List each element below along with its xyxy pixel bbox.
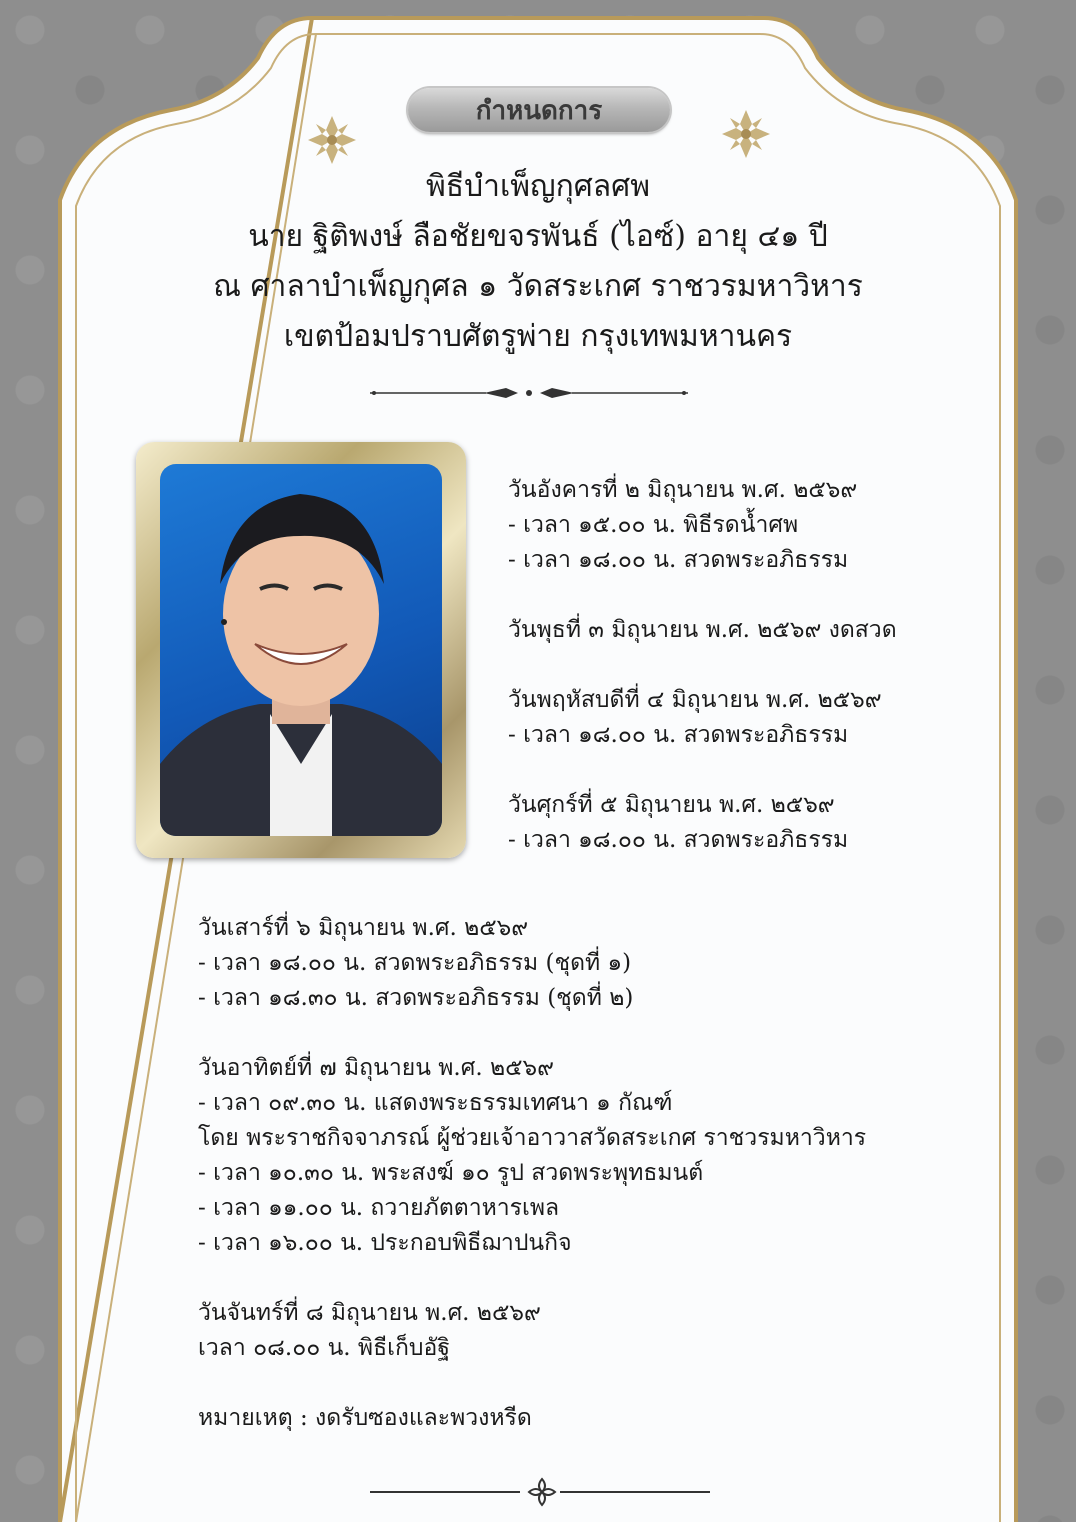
schedule-item: - เวลา ๐๙.๓๐ น. แสดงพระธรรมเทศนา ๑ กัณฑ์ bbox=[198, 1090, 673, 1116]
schedule-day: วันจันทร์ที่ ๘ มิถุนายน พ.ศ. ๒๕๖๙ bbox=[198, 1300, 541, 1326]
title-badge: กำหนดการ bbox=[408, 88, 670, 132]
flower-ornament-icon bbox=[526, 1476, 558, 1508]
heading-line: ณ ศาลาบำเพ็ญกุศล ๑ วัดสระเกศ ราชวรมหาวิหาร bbox=[213, 269, 863, 304]
schedule-item: - เวลา ๑๘.๐๐ น. สวดพระอภิธรรม bbox=[508, 827, 849, 853]
schedule-bottom bbox=[198, 911, 866, 1436]
schedule-item: - เวลา ๑๐.๓๐ น. พระสงฆ์ ๑๐ รูป สวดพระพุทธมนต์ bbox=[198, 1160, 704, 1186]
schedule-item: - เวลา ๑๖.๐๐ น. ประกอบพิธีฌาปนกิจ bbox=[198, 1230, 572, 1256]
note-text: หมายเหตุ : งดรับซองและพวงหรีด bbox=[198, 1405, 532, 1431]
schedule-day: วันเสาร์ที่ ๖ มิถุนายน พ.ศ. ๒๕๖๙ bbox=[198, 915, 529, 941]
schedule-item: โดย พระราชกิจจาภรณ์ ผู้ช่วยเจ้าอาวาสวัดสระเกศ ราชวรมหาวิหาร bbox=[198, 1125, 867, 1151]
schedule-day: วันศุกร์ที่ ๕ มิถุนายน พ.ศ. ๒๕๖๙ bbox=[508, 792, 835, 818]
schedule-item: - เวลา ๑๑.๐๐ น. ถวายภัตตาหารเพล bbox=[198, 1195, 560, 1221]
portrait-photo bbox=[160, 464, 442, 836]
schedule-item: - เวลา ๑๘.๐๐ น. สวดพระอภิธรรม bbox=[508, 722, 849, 748]
schedule-item: เวลา ๐๘.๐๐ น. พิธีเก็บอัฐิ bbox=[198, 1335, 451, 1361]
schedule-item: - เวลา ๑๘.๐๐ น. สวดพระอภิธรรม bbox=[508, 547, 849, 573]
schedule-day: วันพุธที่ ๓ มิถุนายน พ.ศ. ๒๕๖๙ งดสวด bbox=[508, 617, 897, 643]
schedule-day: วันอาทิตย์ที่ ๗ มิถุนายน พ.ศ. ๒๕๖๙ bbox=[198, 1055, 554, 1081]
schedule-item: - เวลา ๑๘.๓๐ น. สวดพระอภิธรรม (ชุดที่ ๒) bbox=[198, 985, 634, 1011]
lotus-ornament-icon bbox=[304, 112, 360, 168]
schedule-day: วันอังคารที่ ๒ มิถุนายน พ.ศ. ๒๕๖๙ bbox=[508, 477, 858, 503]
schedule-item: - เวลา ๑๕.๐๐ น. พิธีรดน้ำศพ bbox=[508, 512, 799, 538]
schedule-day: วันพฤหัสบดีที่ ๔ มิถุนายน พ.ศ. ๒๕๖๙ bbox=[508, 687, 882, 713]
ceremony-heading bbox=[120, 162, 956, 362]
ornamental-divider bbox=[366, 378, 692, 408]
schedule-right bbox=[508, 473, 897, 858]
heading-line: พิธีบำเพ็ญกุศลศพ bbox=[426, 169, 650, 204]
heading-line: เขตป้อมปราบศัตรูพ่าย กรุงเทพมหานคร bbox=[283, 319, 793, 354]
schedule-item: - เวลา ๑๘.๐๐ น. สวดพระอภิธรรม (ชุดที่ ๑) bbox=[198, 950, 632, 976]
portrait-frame bbox=[136, 442, 466, 858]
lotus-ornament-icon bbox=[718, 106, 774, 162]
heading-line: นาย ฐิติพงษ์ ลือชัยขจรพันธ์ (ไอซ์) อายุ ๔๑ ปี bbox=[248, 219, 828, 254]
